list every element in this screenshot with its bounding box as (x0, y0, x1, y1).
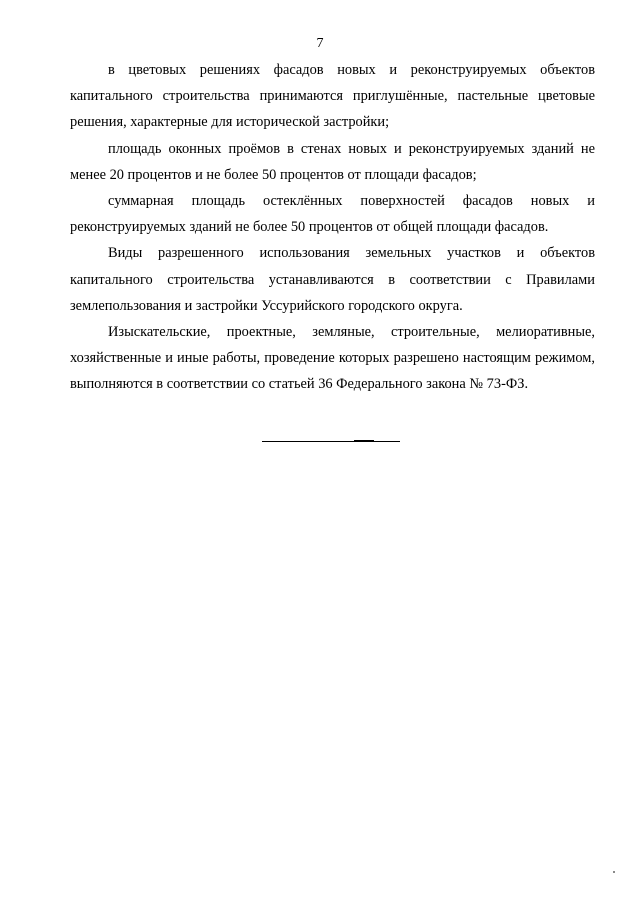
end-divider-mark (354, 440, 374, 441)
end-divider-line (262, 441, 400, 442)
page-number: 7 (316, 36, 324, 51)
paragraph-glazing-area: суммарная площадь остеклённых поверхностей фасадов новых и реконструируемых зданий не более 50 процентов от общей площади фасадов. (70, 193, 595, 236)
paragraph-land-use: Виды разрешенного использования земельных участков и объектов капитального строительства устанавливаются в соответствии с Правилами землепользования и застройки Уссурийского городского округа. (70, 245, 595, 314)
paragraph-window-area: площадь оконных проёмов в стенах новых и реконструируемых зданий не менее 20 процентов и не более 50 процентов от площади фасадов; (70, 140, 595, 183)
scan-speck (613, 871, 615, 873)
paragraph-works: Изыскательские, проектные, земляные, строительные, мелиоративные, хозяйственные и иные работы, проведение которых разрешено настоящим режимом, выполняются в соответствии со статьей 36 Федерального закона № 73-ФЗ. (70, 324, 595, 393)
paragraph-facade-colors: в цветовых решениях фасадов новых и реконструируемых объектов капитального строительства принимаются приглушённые, пастельные цветовые решения, характерные для исторической застройки; (70, 62, 595, 131)
document-body (70, 57, 595, 398)
